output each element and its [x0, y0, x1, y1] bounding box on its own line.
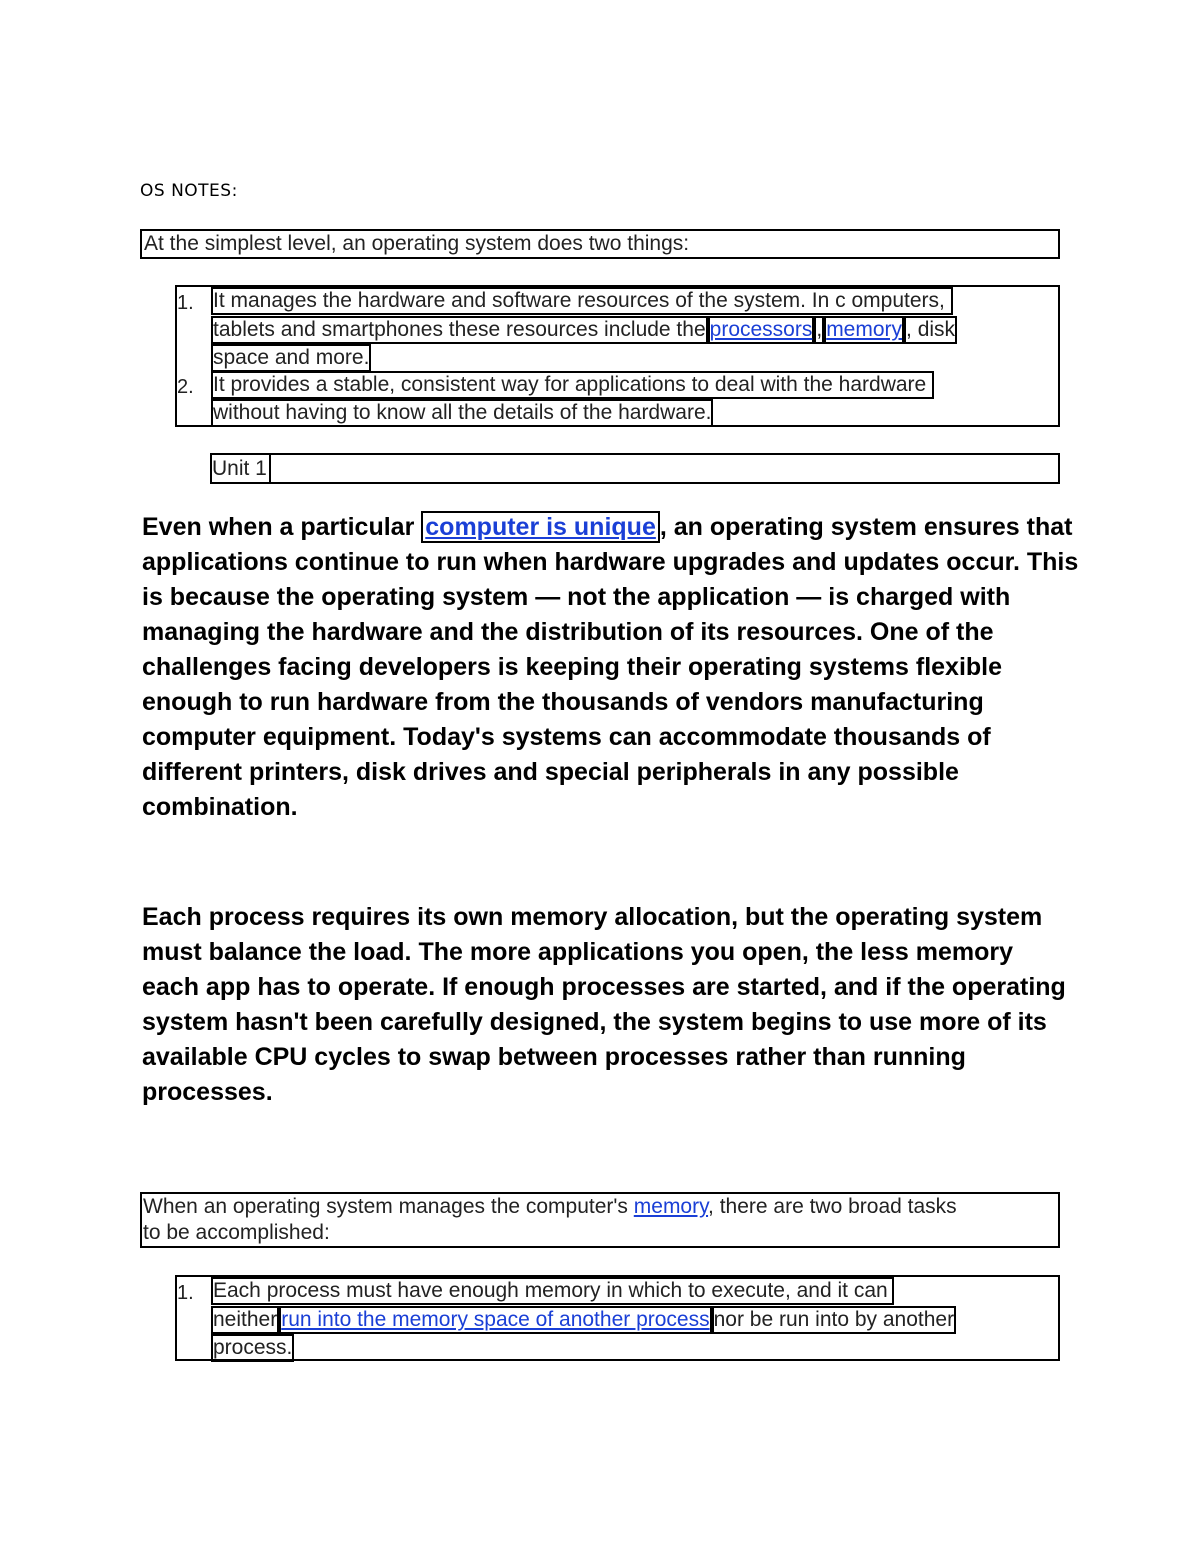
intro-box	[140, 229, 1060, 259]
paragraph-2	[142, 900, 1082, 1110]
para1-line1	[142, 510, 1082, 545]
list1-item1-line2	[211, 316, 957, 344]
memory-intro-line1	[143, 1194, 1058, 1220]
list2-line2-pre: neither	[211, 1306, 279, 1334]
para1-line: enough to run hardware from the thousands of vendors manufacturing	[142, 688, 984, 716]
para2-line: Each process requires its own memory allocation, but the operating system	[142, 903, 1043, 931]
intro-text: At the simplest level, an operating system does two things:	[144, 232, 690, 255]
para2-line: system hasn't been carefully designed, the system begins to use more of its	[142, 1008, 1047, 1036]
list1-item1-number: 1.	[177, 292, 194, 314]
list1-comma: ,	[814, 316, 824, 344]
computer-is-unique-link[interactable]: computer is unique	[421, 511, 660, 543]
para1-post-link: , an operating system ensures that	[659, 513, 1073, 541]
list1-item1-line3: space and more.	[211, 344, 371, 372]
processors-link[interactable]: processors	[708, 316, 815, 344]
list2-item1-line1: Each process must have enough memory in which to execute, and it can	[211, 1277, 894, 1305]
para1-line: challenges facing developers is keeping their operating systems flexible	[142, 653, 1003, 681]
para1-line: managing the hardware and the distribution of its resources. One of the	[142, 618, 994, 646]
list2-item1-line3: process.	[211, 1334, 294, 1362]
paragraph-1	[142, 510, 1082, 825]
unit-box	[210, 453, 1060, 484]
list2-item1-line2	[211, 1306, 956, 1334]
para1-line: is because the operating system — not the application — is charged with	[142, 583, 1011, 611]
para1-line: different printers, disk drives and special peripherals in any possible	[142, 758, 959, 786]
list1-item1-line2-pre: tablets and smartphones these resources include the	[211, 316, 708, 344]
para1-pre-link: Even when a particular	[142, 513, 422, 541]
para1-line: computer equipment. Today's systems can accommodate thousands of	[142, 723, 991, 751]
para1-line: applications continue to run when hardware upgrades and updates occur. This	[142, 548, 1079, 576]
list1-item2-number: 2.	[177, 376, 194, 398]
para2-line: each app has to operate. If enough processes are started, and if the operating	[142, 973, 1066, 1001]
memory-space-link[interactable]: run into the memory space of another process	[279, 1306, 711, 1334]
list2-line2-post: nor be run into by another	[712, 1306, 957, 1334]
list1-box	[175, 285, 1060, 427]
memory-intro-line2: to be accomplished:	[143, 1221, 330, 1244]
memory-intro-pre: When an operating system manages the computer's	[143, 1195, 634, 1218]
para2-line: must balance the load. The more applications you open, the less memory	[142, 938, 1014, 966]
memory-intro-link[interactable]: memory	[633, 1195, 709, 1218]
memory-intro-post: , there are two broad tasks	[708, 1195, 957, 1218]
list1-item1-line1: It manages the hardware and software resources of the system. In c omputers,	[211, 287, 953, 315]
list2-box	[175, 1275, 1060, 1361]
para2-line: available CPU cycles to swap between processes rather than running	[142, 1043, 966, 1071]
list2-item1-number: 1.	[177, 1282, 194, 1304]
page-heading: OS NOTES:	[140, 181, 238, 201]
para2-line: processes.	[142, 1078, 273, 1106]
list1-item2-line2: without having to know all the details of the hardware.	[211, 399, 713, 427]
memory-intro-box	[140, 1192, 1060, 1248]
memory-link[interactable]: memory	[824, 316, 904, 344]
list1-item1-line2-post: , disk	[904, 316, 957, 344]
list1-item2-line1: It provides a stable, consistent way for applications to deal with the hardware	[211, 371, 934, 399]
para1-line: combination.	[142, 793, 298, 821]
unit-label: Unit 1	[212, 455, 271, 482]
